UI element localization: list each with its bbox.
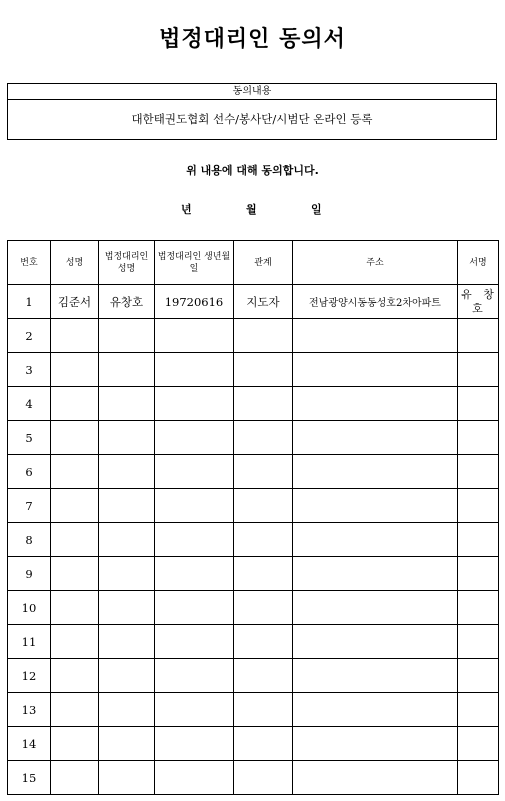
relation-cell [234,727,293,761]
guardian-birth-cell [155,319,234,353]
address-cell [293,387,458,421]
name-cell [51,727,99,761]
signature-cell [458,523,499,557]
header-address: 주소 [293,241,458,285]
date-month-label: 월 [246,203,257,216]
name-cell [51,659,99,693]
address-cell [293,727,458,761]
consent-header: 동의내용 [8,84,496,100]
name-cell [51,353,99,387]
name-cell: 김준서 [51,285,99,319]
guardian-name-cell [99,591,155,625]
table-row [8,591,499,625]
table-row [8,353,499,387]
signature-cell [458,421,499,455]
signature-cell [458,693,499,727]
signature-cell [458,319,499,353]
guardian-birth-cell [155,387,234,421]
consent-content: 대한태권도협회 선수/봉사단/시범단 온라인 등록 [131,112,373,126]
name-cell [51,693,99,727]
guardian-birth-cell: 19720616 [155,285,234,319]
guardian-birth-cell [155,591,234,625]
guardian-birth-cell [155,625,234,659]
guardian-name-cell [99,387,155,421]
table-row [8,387,499,421]
row-number: 14 [8,727,51,761]
address-cell [293,489,458,523]
relation-cell [234,591,293,625]
guardian-name-cell [99,353,155,387]
relation-cell [234,659,293,693]
table-row [8,523,499,557]
table-row [8,285,499,319]
guardian-name-cell [99,421,155,455]
guardian-birth-cell [155,489,234,523]
guardian-birth-cell [155,421,234,455]
page-title: 법정대리인 동의서 [159,27,346,52]
guardian-name-cell [99,557,155,591]
header-relation: 관계 [234,241,293,285]
name-cell [51,387,99,421]
guardian-table [7,240,499,795]
address-cell [293,761,458,795]
guardian-birth-cell [155,455,234,489]
guardian-name-cell [99,489,155,523]
address-cell [293,693,458,727]
table-row [8,693,499,727]
table-header-row [8,241,499,285]
agreement-statement: 위 내용에 대해 동의합니다. [186,164,319,177]
guardian-name-cell [99,659,155,693]
row-number: 15 [8,761,51,795]
table-row [8,727,499,761]
name-cell [51,489,99,523]
row-number: 9 [8,557,51,591]
table-row [8,557,499,591]
consent-box [7,83,497,140]
signature-cell [458,489,499,523]
header-guardian-name: 법정대리인 성명 [99,241,155,285]
guardian-name-cell [99,727,155,761]
table-row [8,489,499,523]
relation-cell [234,557,293,591]
row-number: 2 [8,319,51,353]
guardian-birth-cell [155,659,234,693]
address-cell [293,455,458,489]
date-year-label: 년 [181,203,192,216]
table-row [8,421,499,455]
row-number: 8 [8,523,51,557]
signature-cell [458,387,499,421]
guardian-birth-cell [155,353,234,387]
signature-cell [458,557,499,591]
guardian-name-cell [99,523,155,557]
relation-cell [234,489,293,523]
guardian-birth-cell [155,557,234,591]
address-cell [293,421,458,455]
address-cell [293,319,458,353]
row-number: 13 [8,693,51,727]
guardian-name-cell [99,693,155,727]
relation-cell [234,421,293,455]
name-cell [51,591,99,625]
name-cell [51,523,99,557]
relation-cell [234,353,293,387]
name-cell [51,625,99,659]
signature-cell [458,353,499,387]
address-cell: 전남광양시동동성호2차아파트 [293,285,458,319]
guardian-name-cell: 유창호 [99,285,155,319]
table-row [8,625,499,659]
guardian-birth-cell [155,727,234,761]
header-guardian-birth: 법정대리인 생년월일 [155,241,234,285]
address-cell [293,523,458,557]
relation-cell [234,455,293,489]
address-cell [293,625,458,659]
address-cell [293,353,458,387]
name-cell [51,319,99,353]
signature-cell [458,455,499,489]
guardian-name-cell [99,319,155,353]
guardian-birth-cell [155,761,234,795]
address-cell [293,659,458,693]
table-row [8,319,499,353]
relation-cell [234,319,293,353]
relation-cell [234,693,293,727]
address-cell [293,557,458,591]
signature-cell [458,625,499,659]
relation-cell [234,625,293,659]
signature-cell [458,727,499,761]
signature-cell [458,591,499,625]
row-number: 11 [8,625,51,659]
address-cell [293,591,458,625]
guardian-birth-cell [155,523,234,557]
date-day-label: 일 [311,203,322,216]
name-cell [51,421,99,455]
table-row [8,659,499,693]
row-number: 12 [8,659,51,693]
table-row [8,455,499,489]
row-number: 7 [8,489,51,523]
row-number: 4 [8,387,51,421]
row-number: 6 [8,455,51,489]
row-number: 1 [8,285,51,319]
guardian-name-cell [99,761,155,795]
guardian-name-cell [99,455,155,489]
row-number: 3 [8,353,51,387]
relation-cell: 지도자 [234,285,293,319]
header-name: 성명 [51,241,99,285]
header-signature: 서명 [458,241,499,285]
guardian-name-cell [99,625,155,659]
table-row [8,761,499,795]
name-cell [51,557,99,591]
name-cell [51,761,99,795]
header-number: 번호 [8,241,51,285]
relation-cell [234,523,293,557]
row-number: 10 [8,591,51,625]
signature-cell [458,761,499,795]
row-number: 5 [8,421,51,455]
relation-cell [234,761,293,795]
relation-cell [234,387,293,421]
name-cell [51,455,99,489]
signature-cell: 유 창 호 [458,285,499,319]
guardian-birth-cell [155,693,234,727]
signature-cell [458,659,499,693]
